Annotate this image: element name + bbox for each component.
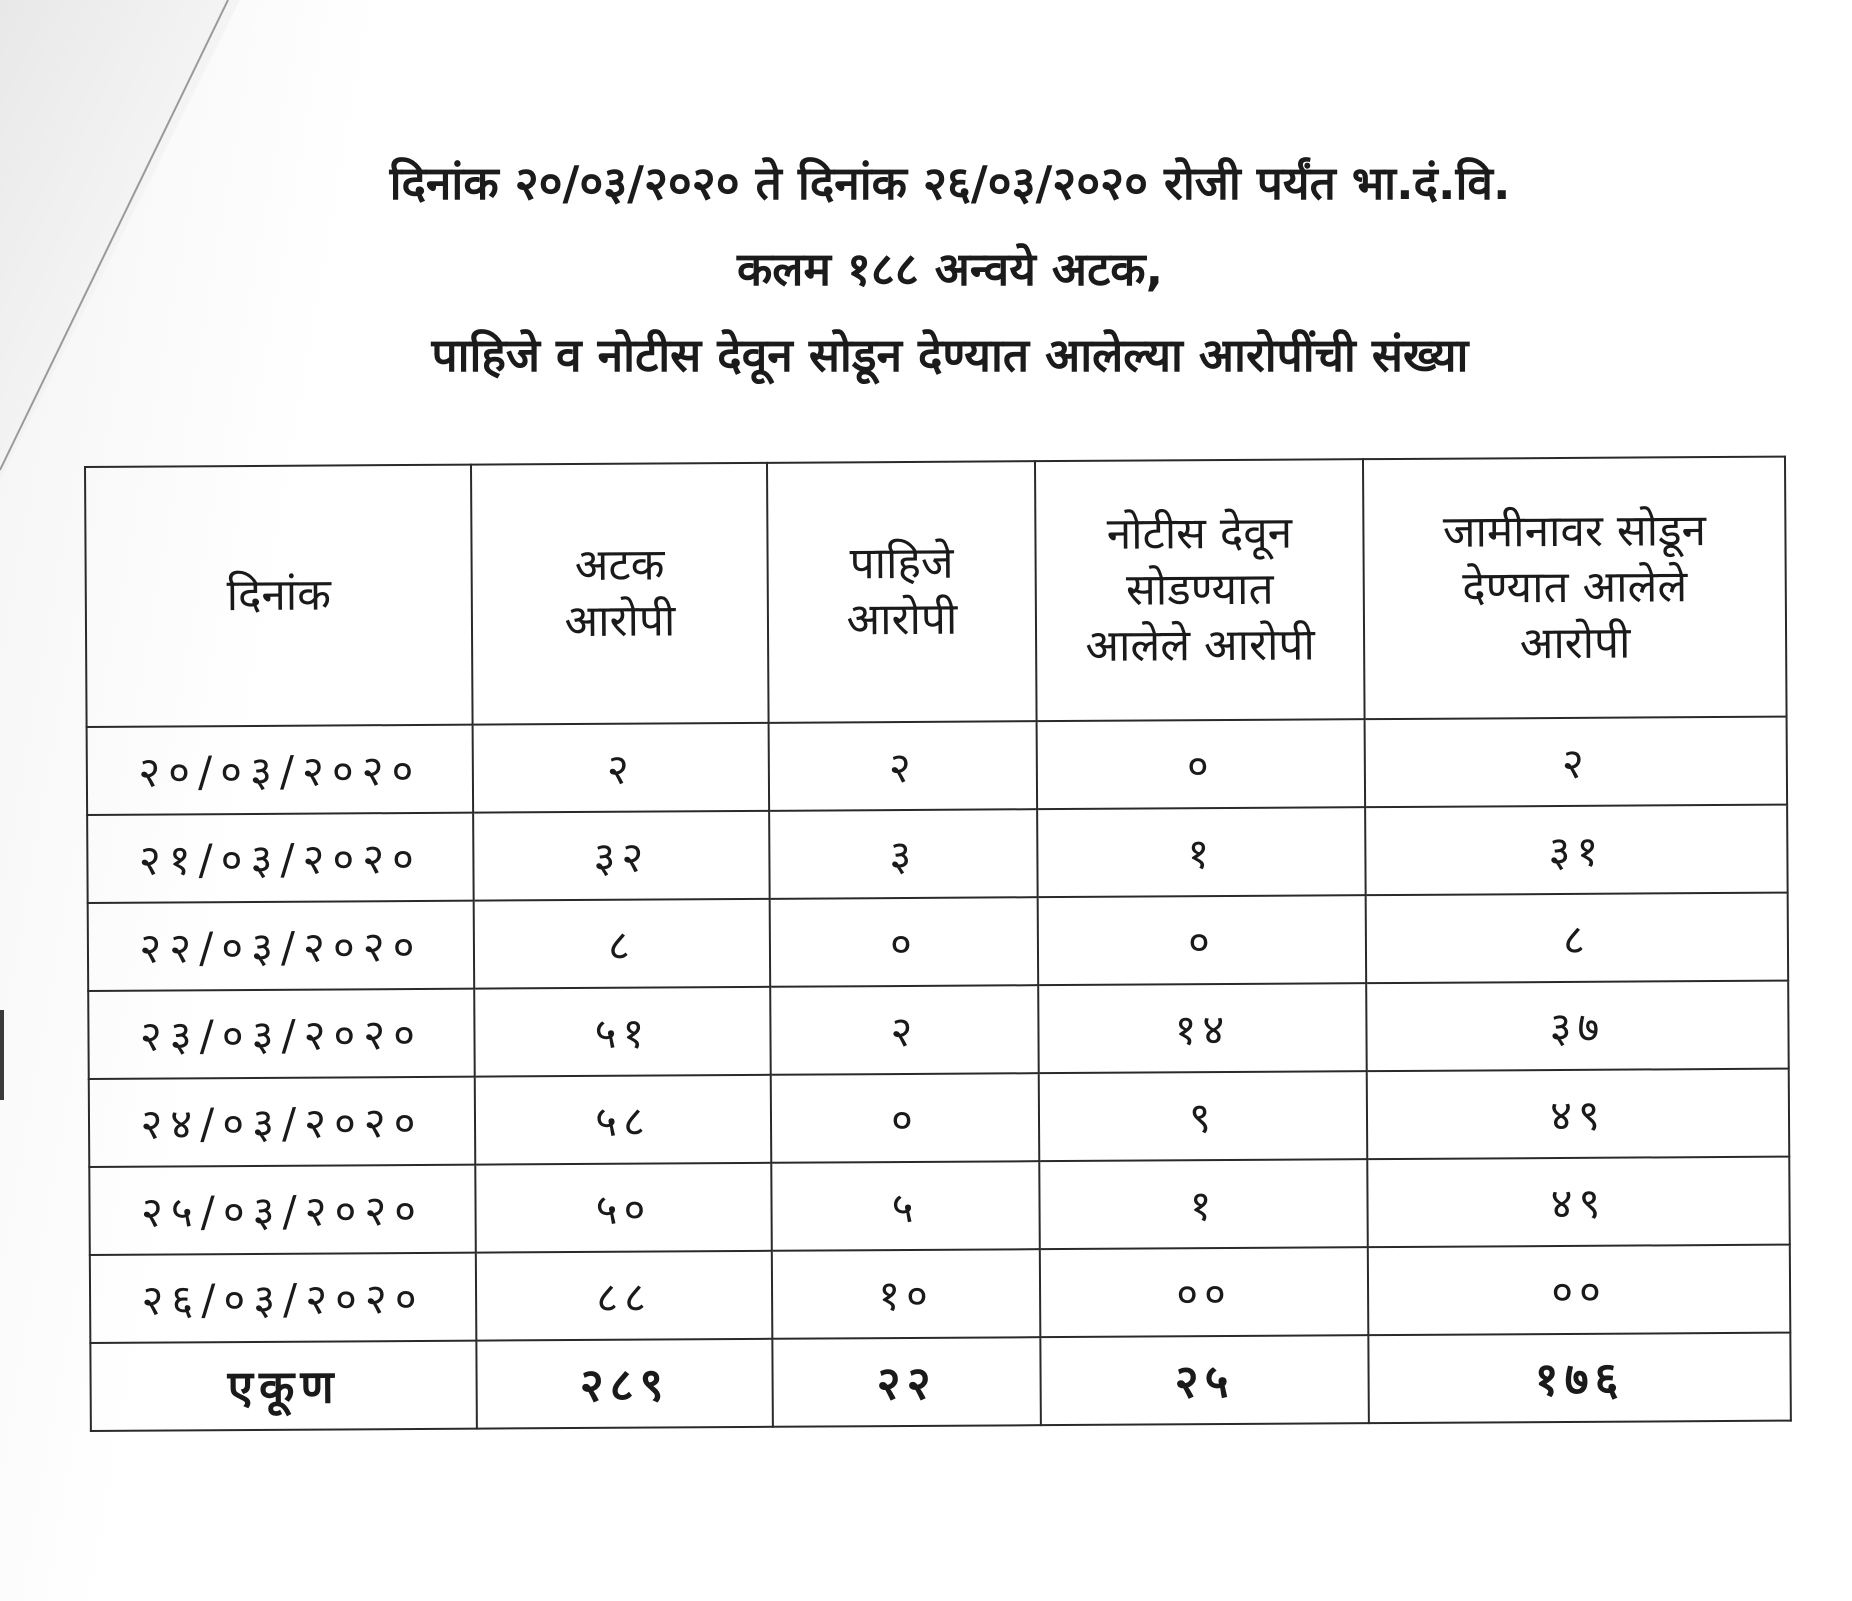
total-wanted: २२	[772, 1337, 1041, 1427]
cell-notice-released: ०	[1037, 719, 1366, 809]
cell-arrested: ८८	[476, 1251, 773, 1341]
cell-bail-released: ४९	[1367, 1157, 1790, 1248]
cell-date: २२/०३/२०२०	[88, 901, 475, 991]
header-text-line: नोटीस देवून	[1106, 507, 1293, 560]
header-text-line: आरोपी	[564, 595, 676, 648]
cell-notice-released: १	[1039, 1159, 1368, 1249]
table-row	[89, 1157, 1790, 1255]
total-arrested: २८९	[476, 1339, 773, 1429]
accused-count-table	[84, 456, 1792, 1432]
cell-notice-released: १४	[1038, 983, 1367, 1073]
cell-bail-released: ८	[1366, 893, 1789, 984]
cell-wanted: २	[769, 721, 1038, 811]
header-date	[85, 465, 473, 727]
total-bail-released: १७६	[1368, 1333, 1791, 1424]
total-notice-released: २५	[1040, 1335, 1369, 1425]
header-text-line: सोडण्यात	[1125, 563, 1274, 616]
cell-notice-released: ००	[1040, 1247, 1369, 1337]
total-label: एकूण	[90, 1341, 477, 1431]
table-row	[90, 1245, 1791, 1343]
header-bail-released-accused	[1363, 457, 1787, 720]
cell-bail-released: ३७	[1366, 981, 1789, 1072]
cell-arrested: ५०	[475, 1163, 772, 1253]
accused-count-table-wrapper	[84, 456, 1790, 1432]
cell-date: २४/०३/२०२०	[89, 1077, 476, 1167]
header-wanted-accused	[767, 461, 1037, 723]
cell-date: २६/०३/२०२०	[90, 1253, 477, 1343]
cell-arrested: ५८	[475, 1075, 772, 1165]
heading-line-3: पाहिजे व नोटीस देवून सोडून देण्यात आलेल्या आरोपींची संख्या	[431, 328, 1469, 382]
cell-arrested: ८	[474, 899, 771, 989]
table-row	[89, 1069, 1790, 1167]
header-notice-released-accused	[1035, 459, 1365, 721]
header-text-line: जामीनावर सोडून	[1442, 505, 1707, 558]
table-total-row	[90, 1333, 1791, 1431]
table-row	[87, 805, 1788, 903]
cell-date: २३/०३/२०२०	[88, 989, 475, 1079]
heading-line-2: कलम १८८ अन्वये अटक,	[736, 242, 1164, 296]
cell-wanted: ५	[771, 1161, 1040, 1251]
scan-edge-mark	[0, 1010, 4, 1100]
table-row	[87, 717, 1788, 815]
heading-line-1: दिनांक २०/०३/२०२० ते दिनांक २६/०३/२०२० रोजी पर्यंत भा.दं.वि.	[389, 156, 1511, 210]
cell-bail-released: ४९	[1367, 1069, 1790, 1160]
header-text-line: देण्यात आलेले	[1462, 561, 1688, 614]
cell-date: २०/०३/२०२०	[87, 725, 474, 815]
header-text-line: अटक	[574, 539, 665, 592]
table-row	[88, 981, 1789, 1079]
cell-arrested: ३२	[473, 811, 770, 901]
header-arrested-accused	[471, 463, 769, 725]
document-heading	[150, 140, 1750, 398]
table-body	[87, 717, 1791, 1431]
cell-wanted: १०	[772, 1249, 1041, 1339]
cell-notice-released: १	[1037, 807, 1366, 897]
cell-wanted: ०	[770, 897, 1039, 987]
cell-date: २१/०३/२०२०	[87, 813, 474, 903]
cell-notice-released: ०	[1038, 895, 1367, 985]
header-text-line: दिनांक	[226, 569, 332, 622]
table-row	[88, 893, 1789, 991]
table-header-row	[85, 457, 1787, 727]
cell-bail-released: ००	[1368, 1245, 1791, 1336]
cell-wanted: ०	[771, 1073, 1040, 1163]
cell-notice-released: ९	[1039, 1071, 1368, 1161]
cell-bail-released: २	[1365, 717, 1788, 808]
header-text-line: आरोपी	[846, 593, 958, 646]
header-text-line: आरोपी	[1519, 617, 1631, 670]
cell-wanted: ३	[769, 809, 1038, 899]
cell-bail-released: ३१	[1365, 805, 1788, 896]
cell-date: २५/०३/२०२०	[89, 1165, 476, 1255]
cell-arrested: ५१	[474, 987, 771, 1077]
header-text-line: आलेले आरोपी	[1085, 619, 1315, 672]
cell-wanted: २	[770, 985, 1039, 1075]
header-text-line: पाहिजे	[849, 537, 954, 590]
cell-arrested: २	[473, 723, 770, 813]
